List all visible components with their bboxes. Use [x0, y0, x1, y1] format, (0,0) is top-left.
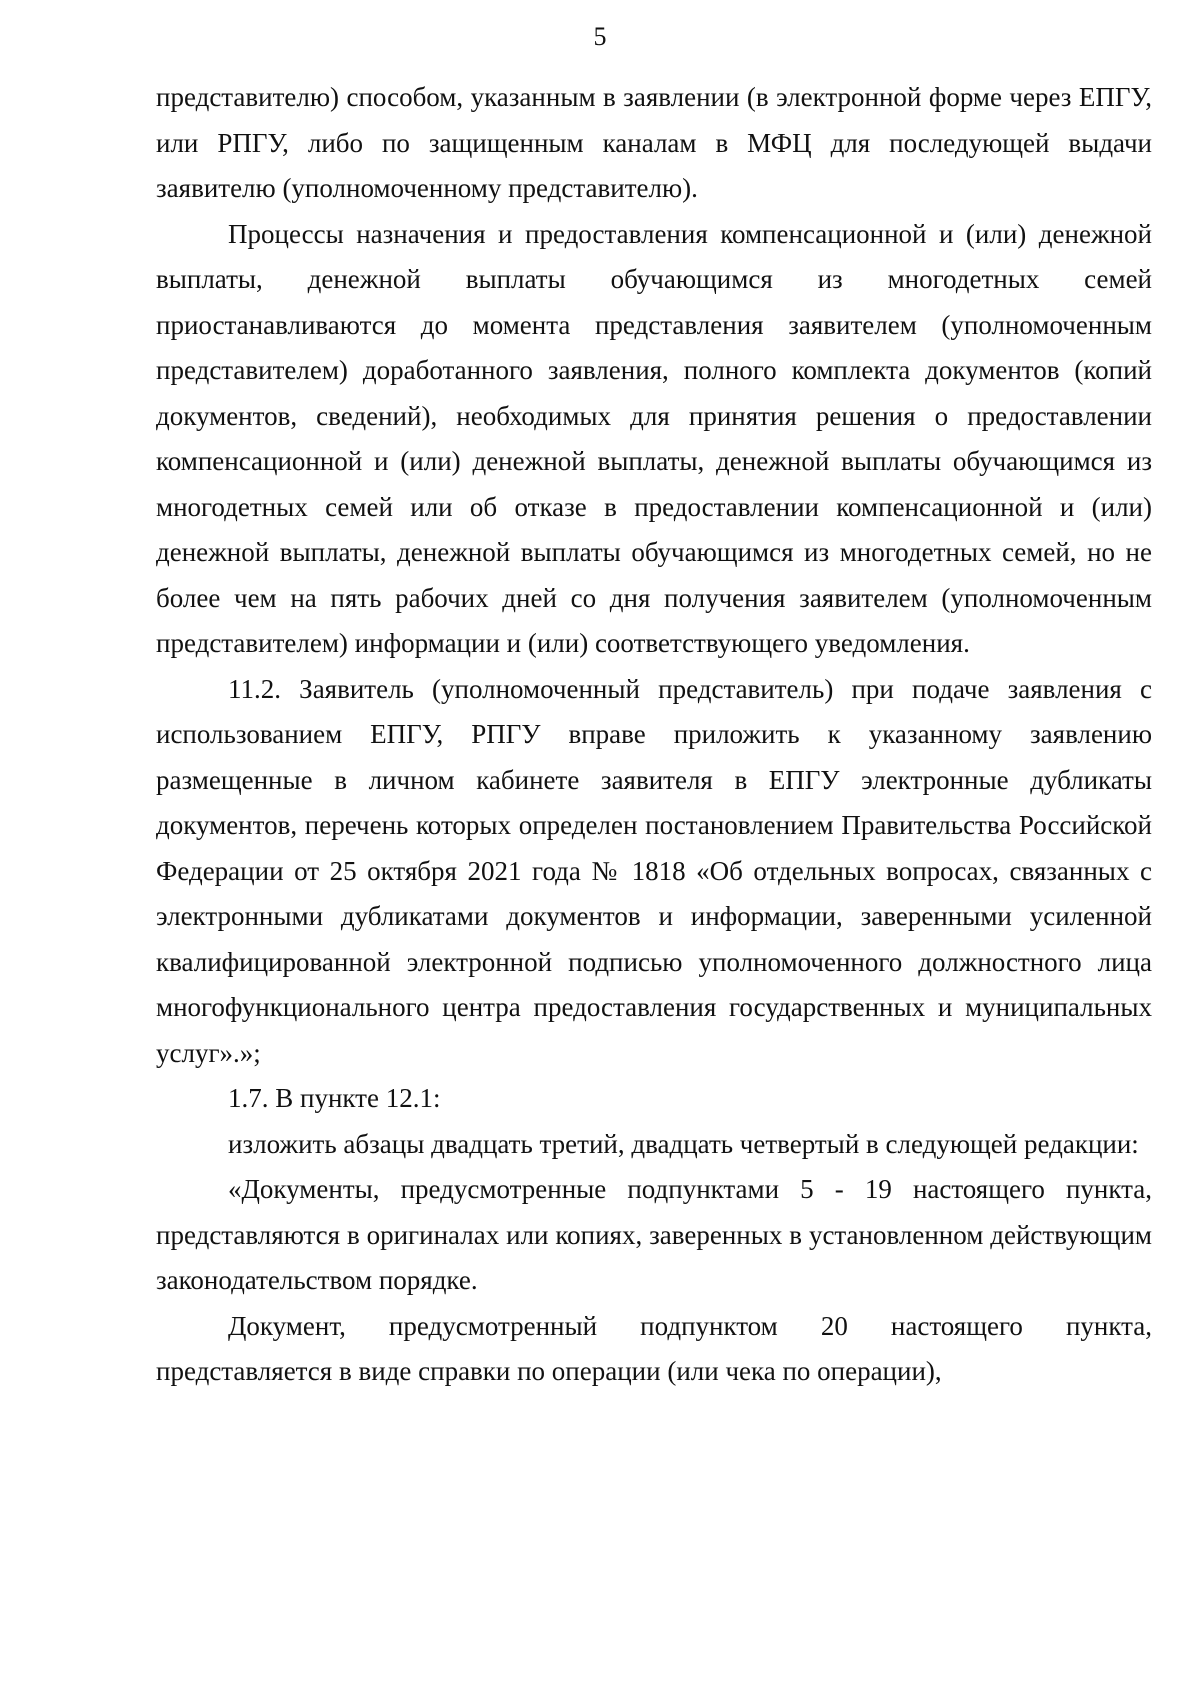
paragraph: представителю) способом, указанным в заявлении (в электронной форме через ЕПГУ, или РПГУ, либо по защищенным каналам в МФЦ для последующей выдачи заявителю (уполномоченному представителю).: [156, 82, 1152, 203]
paragraph: 1.7. В пункте 12.1:: [228, 1083, 441, 1113]
page-number: 5: [593, 22, 607, 51]
paragraph: «Документы, предусмотренные подпунктами 5 - 19 настоящего пункта, представляются в оригиналах или копиях, заверенных в установленном действующим законодательством порядке.: [156, 1174, 1152, 1295]
document-body: [156, 75, 1152, 1395]
paragraph: изложить абзацы двадцать третий, двадцать четвертый в следующей редакции:: [228, 1128, 1139, 1159]
paragraph: 11.2. Заявитель (уполномоченный представитель) при подаче заявления с использованием ЕПГУ, РПГУ вправе приложить к указанному заявлению размещенные в личном кабинете заявителя в ЕПГУ электронные дубликаты документов, перечень которых определен постановлением Правительства Российской Федерации от 25 октября 2021 года № 1818 «Об отдельных вопросах, связанных с электронными дубликатами документов и информации, заверенными усиленной квалифицированной электронной подписью уполномоченного должностного лица многофункционального центра предоставления государственных и муниципальных услуг».»;: [156, 673, 1152, 1068]
paragraph: Документ, предусмотренный подпунктом 20 настоящего пункта, представляется в виде справки по операции (или чека по операции),: [156, 1310, 1152, 1386]
paragraph: Процессы назначения и предоставления компенсационной и (или) денежной выплаты, денежной выплаты обучающимся из многодетных семей приостанавливаются до момента представления заявителем (уполномоченным представителем) доработанного заявления, полного комплекта документов (копий документов, сведений), необходимых для принятия решения о предоставлении компенсационной и (или) денежной выплаты, денежной выплаты обучающимся из многодетных семей или об отказе в предоставлении компенсационной и (или) денежной выплаты, денежной выплаты обучающимся из многодетных семей, но не более чем на пять рабочих дней со дня получения заявителем (уполномоченным представителем) информации и (или) соответствующего уведомления.: [156, 218, 1152, 658]
